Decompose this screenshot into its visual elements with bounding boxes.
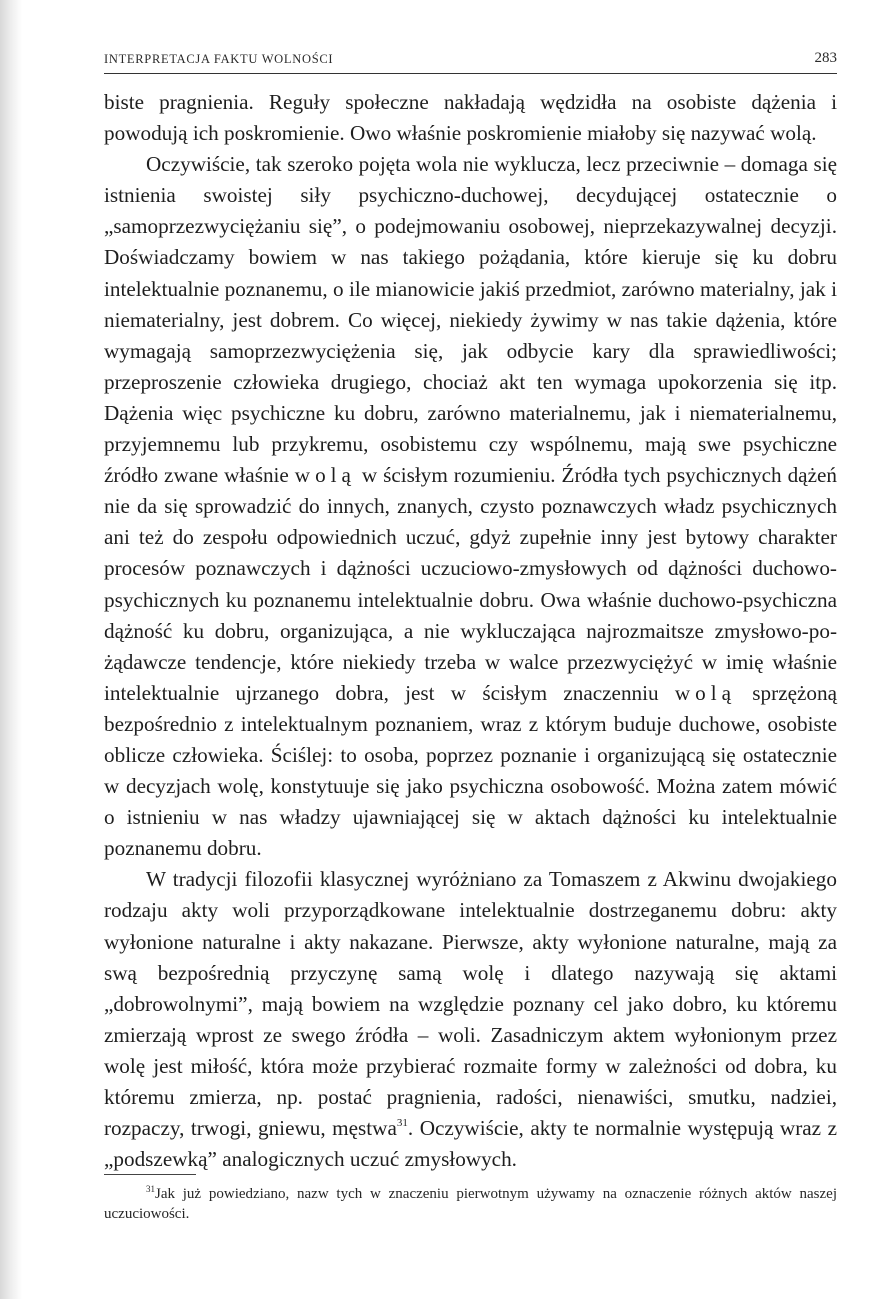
footnote-marker: 31: [146, 1184, 155, 1194]
footnote-paragraph: [104, 1184, 837, 1224]
emphasis-wola-2: wolą: [674, 680, 737, 705]
running-title: INTERPRETACJA FAKTU WOLNOŚCI: [104, 52, 334, 66]
paragraph-2-text-b: w ścisłym rozumieniu. Źródła tych psychicznych dążeń nie da się sprowadzić do innych, znanych, czysto poznawczych władz psychicznych ani też do zespołu odpowiednich uczuć, gdyż zupełnie inny jest bytowy charakter procesów poznawczych i dążności uczuciowo-zmysłowych od dążności duchowo-psychicznych ku poznanemu intelektualnie dobru. Owa właśnie duchowo-psychiczna dążność ku dobru, organizująca, a nie wykluczająca najrozmaitsze zmysłowo-pożądawcze tendencje, które niekiedy trzeba w walce przezwyciężyć w imię właśnie intelektualnie ujrzanego dobra, jest w ścisłym znaczenniu: [104, 463, 837, 705]
paragraph-1: [104, 87, 837, 149]
footnote: [104, 1184, 837, 1224]
book-page: [104, 44, 838, 1222]
paragraph-3-text-b: . Oczywiście, akty te normalnie występują wraz z „podszewką” analogicznych uczuć zmysłowych.: [104, 1116, 837, 1172]
paragraph-2: [104, 149, 837, 864]
footnote-text: Jak już powiedziano, nazw tych w znaczeniu pierwotnym używamy na oznaczenie różnych aktów naszej uczuciowości.: [104, 1186, 837, 1222]
scan-edge-shadow: [0, 0, 22, 1299]
footnote-rule: [104, 1174, 196, 1175]
paragraph-3: [104, 864, 837, 1175]
body-text: [104, 87, 837, 1175]
page-number: 283: [814, 50, 837, 66]
footnote-reference[interactable]: 31: [396, 1117, 408, 1130]
paragraph-2-text-a: Oczywiście, tak szeroko pojęta wola nie wyklucza, lecz przeciwnie – domaga się istnienia swoistej siły psychiczno-duchowej, decydującej ostatecznie o „samoprzezwyciężaniu się”, o podejmowaniu osobowej, nieprzekazywalnej decyzji. Doświadczamy bowiem w nas takiego pożądania, które kieruje się ku dobru intelektualnie poznanemu, o ile mianowicie jakiś przedmiot, zarówno materialny, jak i niematerialny, jest dobrem. Co więcej, niekiedy żywimy w nas takie dążenia, które wymagają samoprzezwyciężenia się, jak odbycie kary dla sprawiedliwości; przeproszenie człowieka drugiego, chociaż akt ten wymaga upokorzenia się itp. Dążenia więc psychiczne ku dobru, zarówno materialnemu, jak i niematerialnemu, przyjemnemu lub przykremu, osobistemu czy wspólnemu, mają swe psychiczne źródło zwane właśnie: [104, 152, 837, 488]
paragraph-1-text: biste pragnienia. Reguły społeczne nakładają wędzidła na osobiste dążenia i powodują ich poskromienie. Owo właśnie poskromienie miałoby się nazywać wolą.: [104, 90, 837, 146]
emphasis-wola-1: wolą: [294, 463, 356, 488]
paragraph-3-text-a: W tradycji filozofii klasycznej wyróżniano za Tomaszem z Akwinu dwojakiego rodzaju akty woli przyporządkowane intelektualnie dostrzeganemu dobru: akty wyłonione naturalne i akty nakazane. Pierwsze, akty wyłonione naturalne, mają za swą bezpośrednią przyczynę samą wolę i dlatego nazywają się aktami „dobrowolnymi”, mają bowiem na względzie poznany cel jako dobro, ku któremu zmierzają wprost ze swego źródła – woli. Zasadniczym aktem wyłonionym przez wolę jest miłość, która może przybierać rozmaite formy w zależności od dobra, ku któremu zmierza, np. postać pragnienia, radości, nienawiści, smutku, nadziei, rozpaczy, trwogi, gniewu, męstwa: [104, 867, 837, 1141]
paragraph-2-text-c: sprzężoną bezpośrednio z intelektualnym poznaniem, wraz z którym buduje duchowe, osobiste oblicze człowieka. Ściślej: to osoba, poprzez poznanie i organizującą się ostatecznie w decyzjach wolę, konstytuuje się jako psychiczna osobowość. Można zatem mówić o istnieniu w nas władzy ujawniającej się w aktach dążności ku intelektualnie poznanemu dobru.: [104, 680, 838, 861]
running-head: [104, 44, 837, 74]
